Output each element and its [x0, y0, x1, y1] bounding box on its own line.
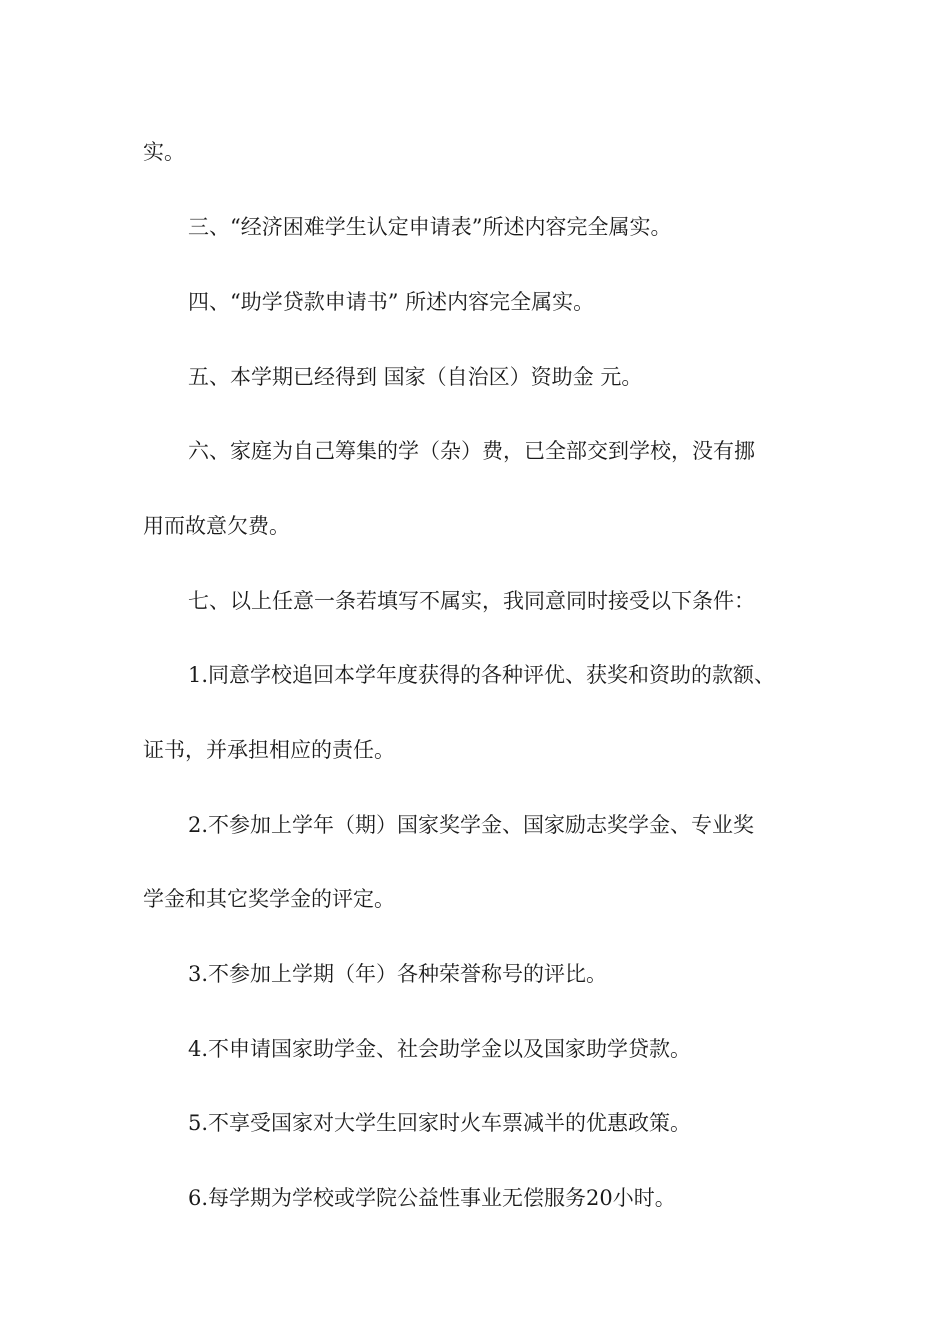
- paragraph-line: 六、家庭为自己筹集的学（杂）费，已全部交到学校，没有挪: [188, 439, 755, 463]
- paragraph-line: 3.不参加上学期（年）各种荣誉称号的评比。: [188, 962, 608, 986]
- paragraph-line: 学金和其它奖学金的评定。: [143, 887, 395, 911]
- paragraph-line: 七、以上任意一条若填写不属实，我同意同时接受以下条件：: [188, 589, 755, 613]
- paragraph-line: 5.不享受国家对大学生回家时火车票减半的优惠政策。: [188, 1111, 692, 1135]
- paragraph-line: 4.不申请国家助学金、社会助学金以及国家助学贷款。: [188, 1037, 692, 1061]
- paragraph-line: 1.同意学校追回本学年度获得的各种评优、获奖和资助的款额、: [188, 663, 776, 687]
- paragraph-line: 用而故意欠费。: [143, 514, 290, 538]
- paragraph-line: 实。: [143, 140, 185, 164]
- paragraph-line: 2.不参加上学年（期）国家奖学金、国家励志奖学金、专业奖: [188, 813, 755, 837]
- paragraph-line: 五、本学期已经得到 国家（自治区）资助金 元。: [188, 365, 643, 389]
- paragraph-line: 三、“经济困难学生认定申请表”所述内容完全属实。: [188, 215, 672, 239]
- paragraph-line: 证书，并承担相应的责任。: [143, 738, 395, 762]
- paragraph-line: 6.每学期为学校或学院公益性事业无偿服务20小时。: [188, 1186, 676, 1210]
- paragraph-line: 四、“助学贷款申请书” 所述内容完全属实。: [188, 290, 595, 314]
